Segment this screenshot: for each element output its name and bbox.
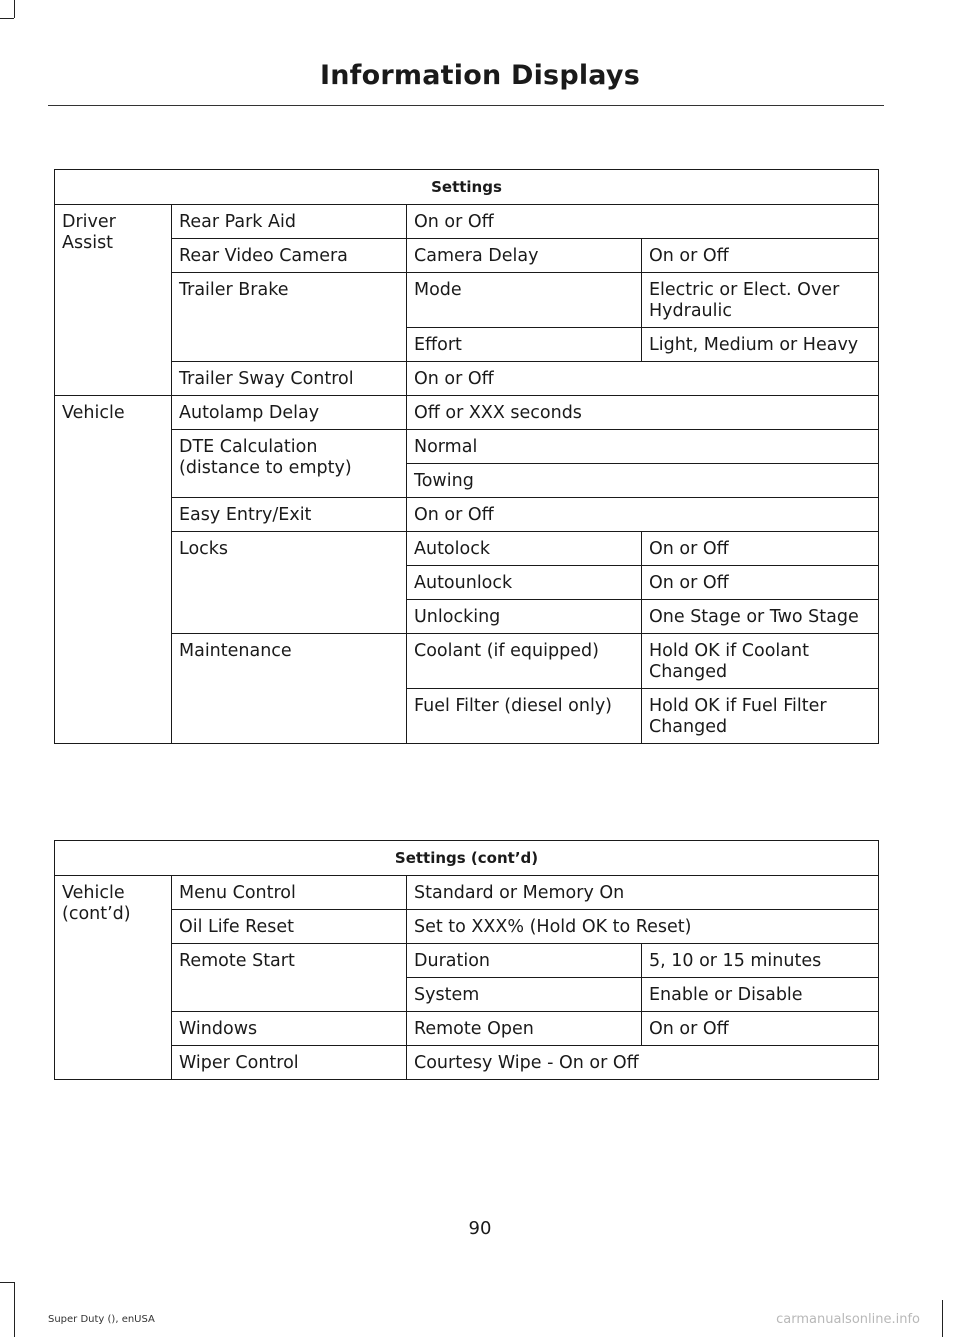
crop-mark xyxy=(0,18,14,19)
option-cell: On or Off xyxy=(407,498,879,532)
option-cell: Autolock xyxy=(407,532,642,566)
value-cell: On or Off xyxy=(642,239,879,273)
setting-cell: Oil Life Reset xyxy=(172,910,407,944)
table-caption: Settings (cont’d) xyxy=(55,841,879,876)
value-cell: One Stage or Two Stage xyxy=(642,600,879,634)
option-cell: Remote Open xyxy=(407,1012,642,1046)
value-cell: Hold OK if Coolant Changed xyxy=(642,634,879,689)
crop-mark xyxy=(942,1300,943,1337)
table-row xyxy=(55,498,879,532)
option-cell: Towing xyxy=(407,464,879,498)
table-row xyxy=(55,634,879,689)
setting-cell: Locks xyxy=(172,532,407,634)
group-cell: Vehicle (cont’d) xyxy=(55,876,172,1080)
option-cell: Standard or Memory On xyxy=(407,876,879,910)
group-cell: Vehicle xyxy=(55,396,172,744)
setting-cell: DTE Calculation (distance to empty) xyxy=(172,430,407,498)
table-row xyxy=(55,1046,879,1080)
edition-footer: Super Duty (), enUSA xyxy=(48,1314,155,1325)
value-cell: Enable or Disable xyxy=(642,978,879,1012)
page-number: 90 xyxy=(468,1218,492,1239)
table-row xyxy=(55,532,879,566)
option-cell: Set to XXX% (Hold OK to Reset) xyxy=(407,910,879,944)
setting-cell: Windows xyxy=(172,1012,407,1046)
option-cell: Coolant (if equipped) xyxy=(407,634,642,689)
value-cell: Electric or Elect. Over Hydraulic xyxy=(642,273,879,328)
value-cell: On or Off xyxy=(642,532,879,566)
settings-table xyxy=(54,169,879,744)
value-cell: 5, 10 or 15 minutes xyxy=(642,944,879,978)
group-cell: Driver Assist xyxy=(55,205,172,396)
crop-mark xyxy=(0,1282,14,1283)
setting-cell: Remote Start xyxy=(172,944,407,1012)
page-title: Information Displays xyxy=(320,60,640,91)
setting-cell: Trailer Sway Control xyxy=(172,362,407,396)
option-cell: On or Off xyxy=(407,205,879,239)
option-cell: Autounlock xyxy=(407,566,642,600)
setting-cell: Rear Park Aid xyxy=(172,205,407,239)
option-cell: System xyxy=(407,978,642,1012)
table-caption: Settings xyxy=(55,170,879,205)
setting-cell: Menu Control xyxy=(172,876,407,910)
table-row xyxy=(55,239,879,273)
crop-mark xyxy=(14,0,15,18)
option-cell: Duration xyxy=(407,944,642,978)
setting-cell: Rear Video Camera xyxy=(172,239,407,273)
option-cell: Unlocking xyxy=(407,600,642,634)
table-row xyxy=(55,910,879,944)
setting-cell: Autolamp Delay xyxy=(172,396,407,430)
table-row xyxy=(55,273,879,328)
table-row xyxy=(55,205,879,239)
option-cell: Effort xyxy=(407,328,642,362)
setting-cell: Maintenance xyxy=(172,634,407,744)
watermark: carmanualsonline.info xyxy=(776,1312,920,1327)
value-cell: Light, Medium or Heavy xyxy=(642,328,879,362)
option-cell: On or Off xyxy=(407,362,879,396)
option-cell: Mode xyxy=(407,273,642,328)
table-row xyxy=(55,430,879,464)
table-row xyxy=(55,362,879,396)
setting-cell: Wiper Control xyxy=(172,1046,407,1080)
value-cell: On or Off xyxy=(642,1012,879,1046)
setting-cell: Easy Entry/Exit xyxy=(172,498,407,532)
value-cell: Hold OK if Fuel Filter Changed xyxy=(642,689,879,744)
option-cell: Off or XXX seconds xyxy=(407,396,879,430)
table-row xyxy=(55,396,879,430)
setting-cell: Trailer Brake xyxy=(172,273,407,362)
table-row xyxy=(55,876,879,910)
title-divider xyxy=(48,105,884,106)
table-row xyxy=(55,944,879,978)
option-cell: Courtesy Wipe - On or Off xyxy=(407,1046,879,1080)
option-cell: Fuel Filter (diesel only) xyxy=(407,689,642,744)
value-cell: On or Off xyxy=(642,566,879,600)
option-cell: Normal xyxy=(407,430,879,464)
option-cell: Camera Delay xyxy=(407,239,642,273)
table-row xyxy=(55,1012,879,1046)
crop-mark xyxy=(14,1282,15,1337)
settings-contd-table xyxy=(54,840,879,1080)
